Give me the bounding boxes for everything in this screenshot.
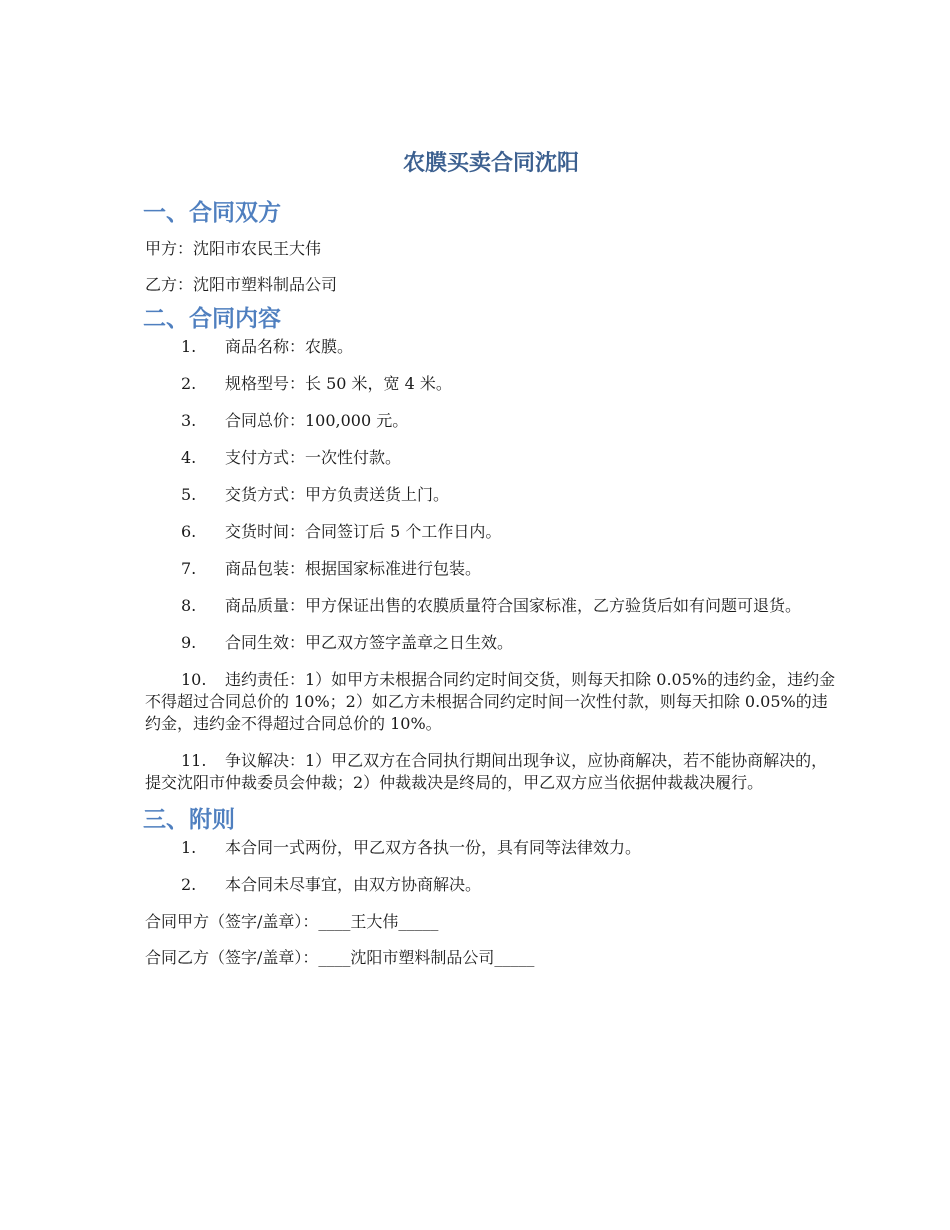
- list-item-number: 10.: [181, 670, 207, 689]
- list-item-number: 5.: [181, 485, 197, 504]
- list-item-number: 11.: [181, 751, 207, 770]
- section-heading-supplementary: 三、附则: [143, 807, 235, 833]
- list-item-text: 违约责任：1）如甲方未根据合同约定时间交货，则每天扣除 0.05%的违约金，违约金不得超过合同总价的 10%；2）如乙方未根据合同约定时间一次性付款，则每天扣除 0.05%的违约金，违约金不得超过合同总价的 10%。: [145, 670, 836, 733]
- list-item-text: 争议解决：1）甲乙双方在合同执行期间出现争议，应协商解决，若不能协商解决的，提交沈阳市仲裁委员会仲裁；2）仲裁裁决是终局的，甲乙双方应当依据仲裁裁决履行。: [145, 751, 828, 792]
- signature-party-a: 合同甲方（签字/盖章）：____王大伟_____: [145, 912, 439, 931]
- signature-party-b: 合同乙方（签字/盖章）：____沈阳市塑料制品公司_____: [145, 948, 535, 967]
- list-item-number: 2.: [181, 875, 197, 894]
- list-item: [145, 874, 837, 896]
- list-item: [145, 410, 837, 432]
- list-item: [145, 373, 837, 395]
- document-title: 农膜买卖合同沈阳: [402, 151, 579, 176]
- list-item-text: 合同总价：100,000 元。: [225, 411, 409, 430]
- list-item-number: 2.: [181, 374, 197, 393]
- section-heading-parties: 一、合同双方: [143, 200, 281, 226]
- content-list: [145, 336, 837, 794]
- list-item: [145, 595, 837, 617]
- list-item: [145, 669, 837, 735]
- list-item: [145, 750, 837, 794]
- party-a: 甲方：沈阳市农民王大伟: [145, 239, 322, 258]
- list-item-text: 本合同未尽事宜，由双方协商解决。: [225, 875, 482, 894]
- list-item-number: 3.: [181, 411, 197, 430]
- list-item-text: 交货方式：甲方负责送货上门。: [225, 485, 450, 504]
- list-item-number: 1.: [181, 838, 197, 857]
- list-item-text: 规格型号：长 50 米，宽 4 米。: [225, 374, 452, 393]
- list-item: [145, 837, 837, 859]
- list-item: [145, 484, 837, 506]
- list-item-text: 交货时间：合同签订后 5 个工作日内。: [225, 522, 502, 541]
- list-item-number: 9.: [181, 633, 197, 652]
- section-heading-content: 二、合同内容: [143, 306, 281, 332]
- list-item-text: 支付方式：一次性付款。: [225, 448, 402, 467]
- party-b: 乙方：沈阳市塑料制品公司: [145, 275, 338, 294]
- list-item-text: 商品质量：甲方保证出售的农膜质量符合国家标准，乙方验货后如有问题可退货。: [225, 596, 802, 615]
- list-item: [145, 558, 837, 580]
- list-item-text: 商品名称：农膜。: [225, 337, 354, 356]
- supplementary-list: [145, 837, 837, 896]
- list-item-text: 商品包装：根据国家标准进行包装。: [225, 559, 482, 578]
- list-item-number: 1.: [181, 337, 197, 356]
- list-item: [145, 336, 837, 358]
- list-item-number: 4.: [181, 448, 197, 467]
- list-item-number: 6.: [181, 522, 197, 541]
- contract-document: [145, 148, 837, 983]
- list-item-text: 本合同一式两份，甲乙双方各执一份，具有同等法律效力。: [225, 838, 642, 857]
- list-item-number: 7.: [181, 559, 197, 578]
- list-item: [145, 447, 837, 469]
- list-item: [145, 521, 837, 543]
- list-item-number: 8.: [181, 596, 197, 615]
- list-item: [145, 632, 837, 654]
- list-item-text: 合同生效：甲乙双方签字盖章之日生效。: [225, 633, 514, 652]
